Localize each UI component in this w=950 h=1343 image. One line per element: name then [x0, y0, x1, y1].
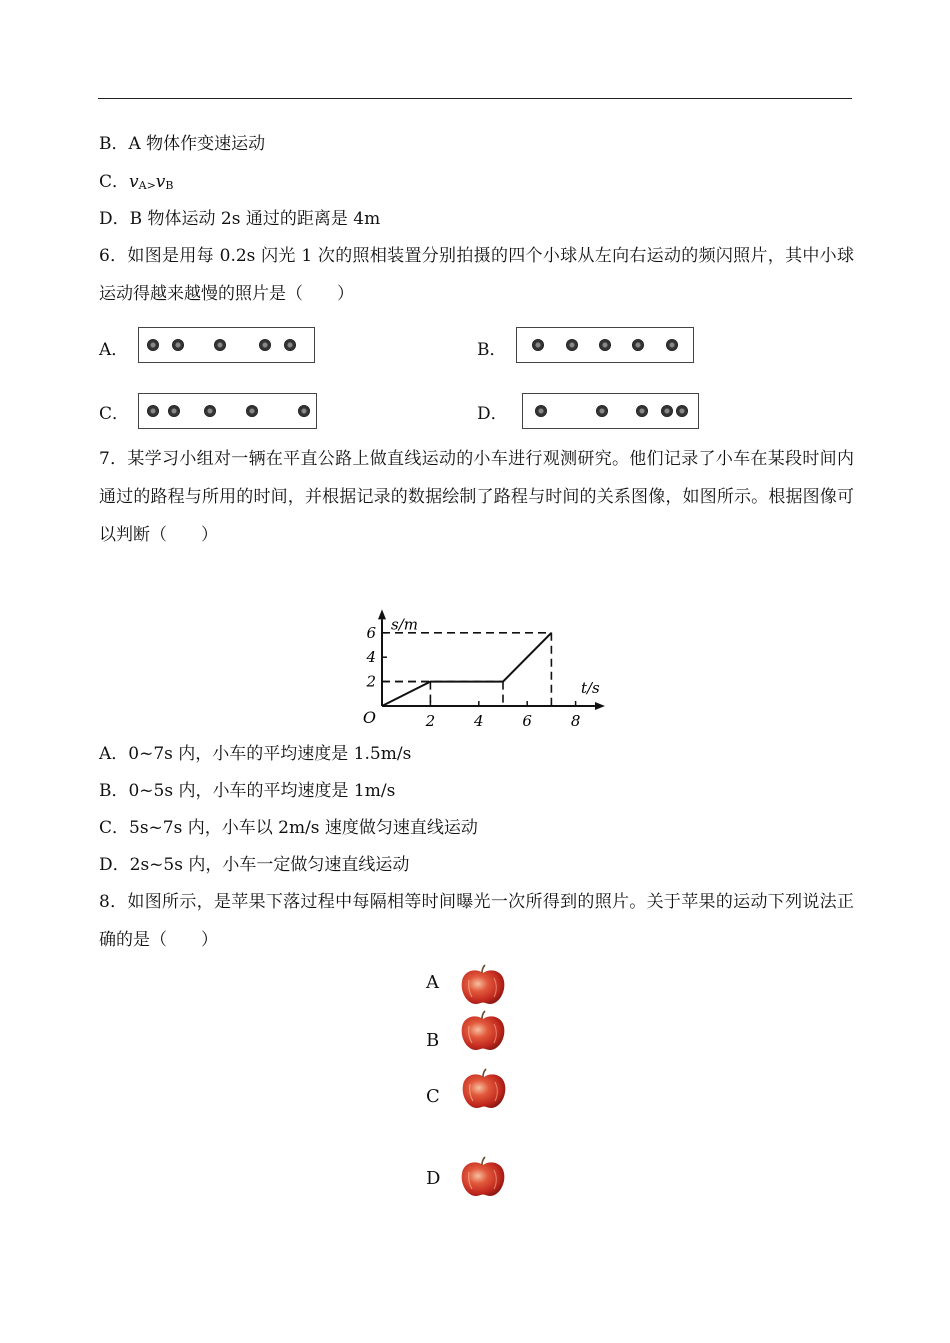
- apple-icon: [458, 1010, 508, 1052]
- q6-option-a-strip: [138, 327, 315, 363]
- strobe-ball: [599, 339, 611, 351]
- apple-label-c: C: [426, 1086, 440, 1107]
- q7-option-c: C．5s~7s 内，小车以 2m/s 速度做匀速直线运动: [99, 818, 478, 838]
- strobe-ball: [676, 405, 688, 417]
- s-t-chart: [355, 560, 615, 732]
- q6-option-c-label: C．: [99, 404, 130, 424]
- strobe-ball: [632, 339, 644, 351]
- q6-option-a-label: A．: [99, 340, 129, 360]
- q7-option-a: A．0~7s 内，小车的平均速度是 1.5m/s: [99, 744, 412, 764]
- strobe-ball: [147, 405, 159, 417]
- apple-icon: [458, 1156, 508, 1198]
- x-axis-arrow: [595, 702, 605, 710]
- q5-option-b: B．A 物体作变速运动: [99, 134, 266, 154]
- apple-label-b: B: [426, 1030, 440, 1051]
- y-tick-label: 4: [366, 648, 376, 667]
- strobe-ball: [172, 339, 184, 351]
- q5-option-c-sub1: A>: [138, 179, 156, 192]
- y-tick-label: 2: [366, 672, 376, 691]
- header-rule: [98, 98, 852, 99]
- q6-option-d-label: D．: [477, 404, 508, 424]
- y-tick-label: 6: [366, 623, 376, 642]
- apple-label-a: A: [426, 972, 439, 993]
- apple-icon: [458, 964, 508, 1006]
- strobe-ball: [246, 405, 258, 417]
- strobe-ball: [596, 405, 608, 417]
- apple-label-d: D: [426, 1168, 441, 1189]
- q6-option-b-strip: [516, 327, 694, 363]
- strobe-ball: [535, 405, 547, 417]
- strobe-ball: [259, 339, 271, 351]
- q5-option-c-prefix: C．: [99, 172, 130, 192]
- strobe-ball: [566, 339, 578, 351]
- q5-option-d: D．B 物体运动 2s 通过的距离是 4m: [99, 209, 381, 229]
- y-axis-arrow: [378, 609, 386, 619]
- q5-option-c: [99, 171, 174, 197]
- q5-option-c-v2: v: [155, 172, 166, 192]
- q7-option-d: D．2s~5s 内，小车一定做匀速直线运动: [99, 855, 410, 875]
- series-line: [382, 633, 551, 706]
- x-tick-label: 2: [425, 712, 436, 730]
- strobe-ball: [214, 339, 226, 351]
- strobe-ball: [661, 405, 673, 417]
- strobe-ball: [532, 339, 544, 351]
- strobe-ball: [147, 339, 159, 351]
- origin-label: O: [362, 708, 376, 727]
- y-axis-label: s/m: [391, 615, 418, 634]
- q5-option-c-v1: v: [129, 172, 139, 192]
- q6-option-b-label: B．: [477, 340, 507, 360]
- strobe-ball: [168, 405, 180, 417]
- q5-option-c-sub2: B: [165, 179, 174, 192]
- x-tick-label: 8: [570, 712, 581, 730]
- strobe-ball: [666, 339, 678, 351]
- x-axis-label: t/s: [580, 679, 600, 697]
- q6-option-c-strip: [138, 393, 317, 429]
- strobe-ball: [204, 405, 216, 417]
- q6-option-d-strip: [522, 393, 699, 429]
- strobe-ball: [636, 405, 648, 417]
- apple-icon: [459, 1068, 509, 1110]
- x-tick-label: 6: [522, 712, 532, 730]
- strobe-ball: [298, 405, 310, 417]
- x-tick-label: 4: [474, 712, 484, 730]
- strobe-ball: [284, 339, 296, 351]
- q8-stem: 8．如图所示，是苹果下落过程中每隔相等时间曝光一次所得到的照片。关于苹果的运动下列说法正确的是（ ）: [99, 892, 854, 950]
- q7-stem: 7．某学习小组对一辆在平直公路上做直线运动的小车进行观测研究。他们记录了小车在某段时间内通过的路程与所用的时间，并根据记录的数据绘制了路程与时间的关系图像，如图所示。根据图像可以判断（ ）: [99, 449, 854, 545]
- q7-option-b: B．0~5s 内，小车的平均速度是 1m/s: [99, 781, 396, 801]
- q6-stem: 6．如图是用每 0.2s 闪光 1 次的照相装置分别拍摄的四个小球从左向右运动的频闪照片，其中小球运动得越来越慢的照片是（ ）: [99, 246, 854, 304]
